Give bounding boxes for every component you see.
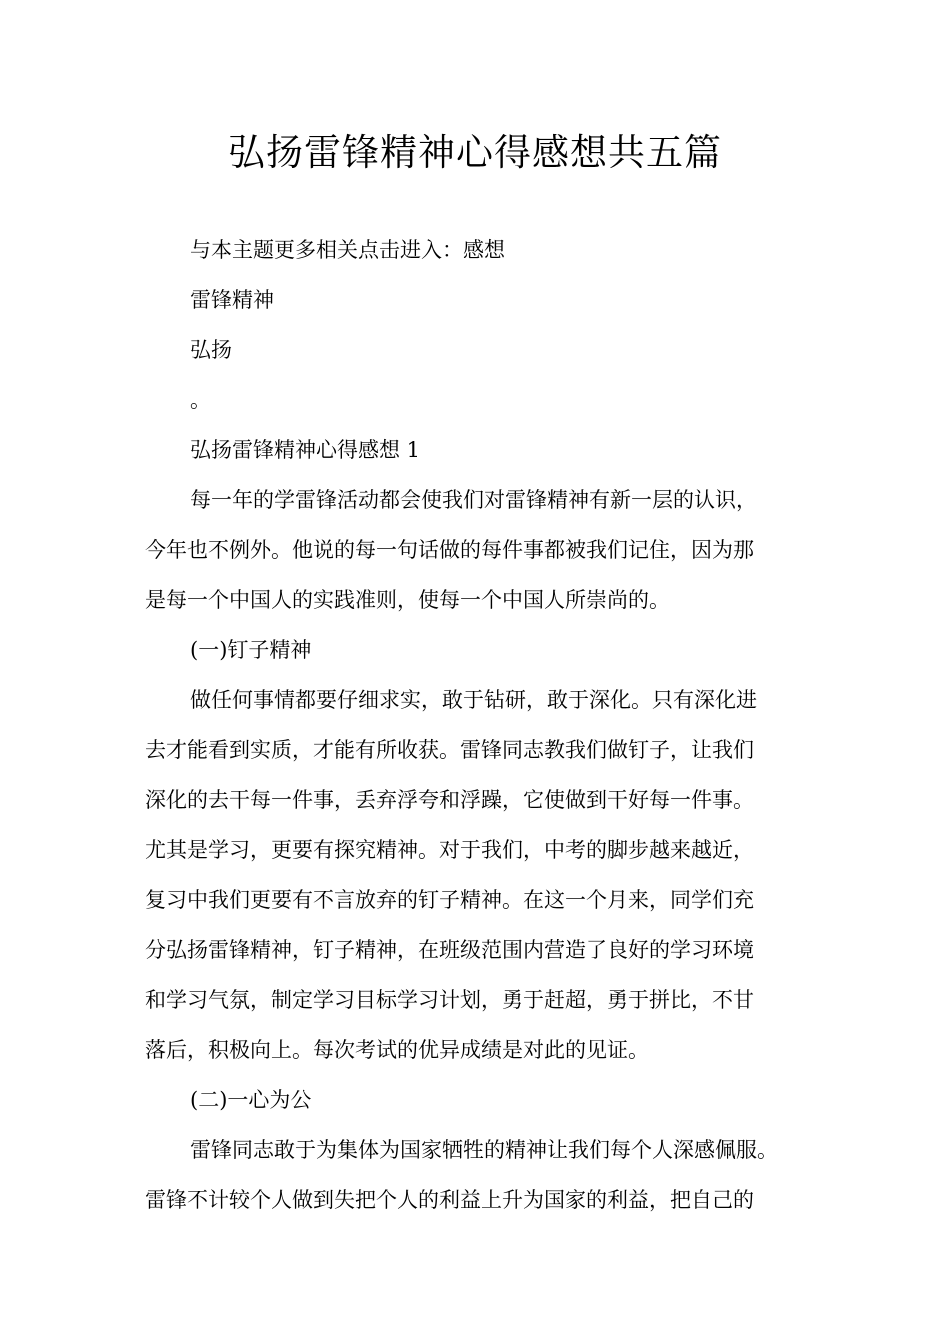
subsection-heading: (二)一心为公 <box>190 1088 312 1112</box>
paragraph-line: 复习中我们更要有不言放弃的钉子精神。在这一个月来，同学们充 <box>145 888 754 912</box>
paragraph-line: 雷锋同志敢于为集体为国家牺牲的精神让我们每个人深感佩服。 <box>190 1138 778 1162</box>
paragraph-line: 落后，积极向上。每次考试的优异成绩是对此的见证。 <box>145 1038 649 1062</box>
paragraph-line: 每一年的学雷锋活动都会使我们对雷锋精神有新一层的认识， <box>190 488 757 512</box>
subsection-heading: (一)钉子精神 <box>190 638 312 662</box>
section-heading: 弘扬雷锋精神心得感想 1 <box>190 438 421 462</box>
paragraph-line: 分弘扬雷锋精神，钉子精神，在班级范围内营造了良好的学习环境 <box>145 938 754 962</box>
punctuation-line: 。 <box>190 388 211 412</box>
related-topics-line: 与本主题更多相关点击进入：感想 <box>190 238 505 262</box>
document-title: 弘扬雷锋精神心得感想共五篇 <box>228 131 722 174</box>
keyword-line: 雷锋精神 <box>190 288 274 312</box>
paragraph-line: 做任何事情都要仔细求实，敢于钻研，敢于深化。只有深化进 <box>190 688 757 712</box>
paragraph-line: 尤其是学习，更要有探究精神。对于我们，中考的脚步越来越近， <box>145 838 754 862</box>
paragraph-line: 去才能看到实质，才能有所收获。雷锋同志教我们做钉子，让我们 <box>145 738 754 762</box>
paragraph-line: 和学习气氛，制定学习目标学习计划，勇于赶超，勇于拼比，不甘 <box>145 988 754 1012</box>
paragraph-line: 是每一个中国人的实践准则，使每一个中国人所崇尚的。 <box>145 588 670 612</box>
paragraph-line: 今年也不例外。他说的每一句话做的每件事都被我们记住，因为那 <box>145 538 754 562</box>
paragraph-line: 深化的去干每一件事，丢弃浮夸和浮躁，它使做到干好每一件事。 <box>145 788 754 812</box>
keyword-line: 弘扬 <box>190 338 232 362</box>
paragraph-line: 雷锋不计较个人做到失把个人的利益上升为国家的利益，把自己的 <box>145 1188 754 1212</box>
